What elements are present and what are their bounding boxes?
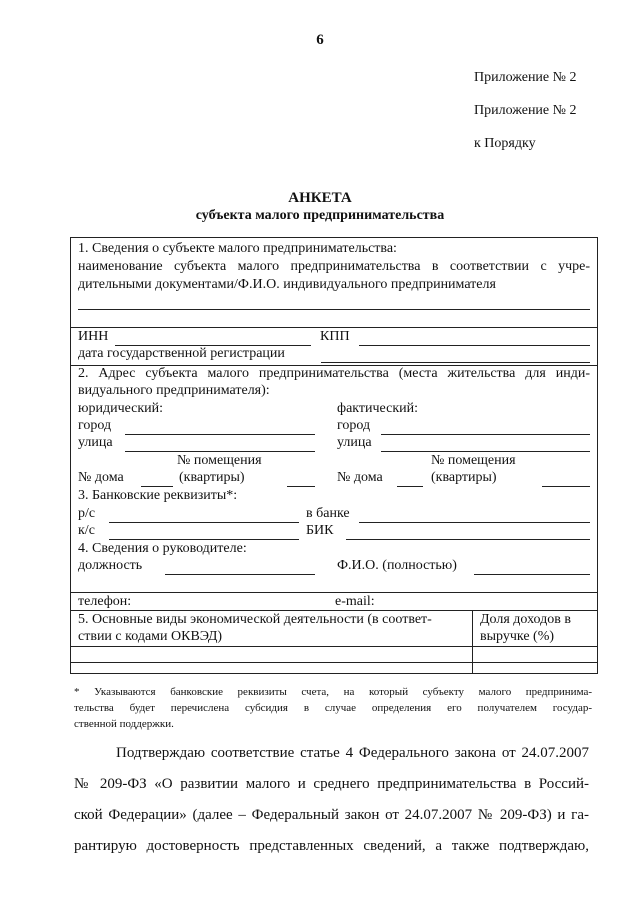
appendix-label-repeat: Приложение № 2 — [474, 103, 577, 118]
city-label: город — [78, 418, 112, 433]
house-label: № дома — [78, 470, 124, 485]
corr-account-label: к/с — [78, 523, 95, 538]
divider — [71, 592, 597, 593]
apartment-label: (квартиры) — [431, 470, 497, 485]
footnote — [74, 684, 592, 732]
corr-account-field[interactable] — [109, 539, 299, 540]
actual-city-field[interactable] — [381, 434, 590, 435]
position-label: должность — [78, 558, 143, 573]
fio-label: Ф.И.О. (полностью) — [337, 558, 457, 573]
phone-label: телефон: — [78, 594, 132, 609]
section5-title: 5. Основные виды экономической деятельности (в соответ- — [78, 612, 432, 627]
position-field[interactable] — [165, 574, 315, 575]
kpp-field[interactable] — [359, 345, 590, 346]
section2-title: 2. Адрес субъекта малого предпринимательства (места жительства для инди- — [78, 366, 590, 381]
paragraph-line: рантирую достоверность представленных сведений, а также подтверждаю, — [74, 838, 589, 854]
legal-street-field[interactable] — [125, 451, 315, 452]
account-label: р/с — [78, 506, 96, 521]
footnote-line: тельства будет перечислена субсидия в случае определения его получателем государ- — [74, 702, 592, 714]
street-label: улица — [337, 435, 372, 450]
confirmation-paragraph — [74, 738, 589, 862]
legal-house-field[interactable] — [141, 486, 173, 487]
inn-label: ИНН — [78, 329, 109, 344]
section1-text-line: наименование субъекта малого предпринимательства в соответствии с учре- — [78, 259, 590, 274]
city-label: город — [337, 418, 371, 433]
reg-date-label: дата государственной регистрации — [78, 346, 285, 361]
page-number: 6 — [316, 32, 324, 48]
reg-date-field[interactable] — [321, 362, 590, 363]
bik-label: БИК — [306, 523, 334, 538]
income-share-header-cont: выручке (%) — [480, 629, 555, 644]
section1-title: 1. Сведения о субъекте малого предпринимательства: — [78, 241, 397, 256]
footnote-line: * Указываются банковские реквизиты счета, на который субъекту малого предпринима- — [74, 686, 592, 698]
actual-address-label: фактический: — [337, 401, 419, 416]
actual-house-field[interactable] — [397, 486, 423, 487]
column-divider — [472, 610, 473, 673]
actual-apartment-field[interactable] — [542, 486, 590, 487]
legal-address-label: юридический: — [78, 401, 164, 416]
kpp-label: КПП — [320, 329, 350, 344]
room-label: № помещения — [431, 453, 516, 468]
house-label: № дома — [337, 470, 383, 485]
org-name-field[interactable] — [78, 309, 590, 310]
footnote-line: ственной поддержки. — [74, 718, 174, 730]
paragraph-line: № 209-ФЗ «О развитии малого и среднего предпринимательства в Россий- — [74, 776, 589, 792]
section2-title-cont: видуального предпринимателя): — [78, 383, 270, 398]
section5-title-cont: ствии с кодами ОКВЭД) — [78, 629, 223, 644]
bank-label: в банке — [306, 506, 350, 521]
form-title: АНКЕТА — [288, 190, 352, 206]
section1-text-line: дительными документами/Ф.И.О. индивидуального предпринимателя — [78, 277, 496, 292]
form-subtitle: субъекта малого предпринимательства — [195, 208, 445, 223]
room-label: № помещения — [177, 453, 262, 468]
street-label: улица — [78, 435, 113, 450]
table-row-divider — [71, 646, 597, 647]
bank-field[interactable] — [359, 522, 590, 523]
appendix-label: Приложение № 2 — [474, 70, 577, 85]
legal-apartment-field[interactable] — [287, 486, 315, 487]
bik-field[interactable] — [346, 539, 590, 540]
questionnaire-form — [70, 237, 598, 674]
paragraph-line: ской Федерации» (далее – Федеральный закон от 24.07.2007 № 209-ФЗ) и га- — [74, 807, 589, 823]
email-label: e-mail: — [335, 594, 375, 609]
actual-street-field[interactable] — [381, 451, 590, 452]
legal-city-field[interactable] — [125, 434, 315, 435]
paragraph-line: Подтверждаю соответствие статье 4 Федерального закона от 24.07.2007 — [116, 745, 589, 761]
section3-title: 3. Банковские реквизиты*: — [78, 488, 238, 503]
fio-field[interactable] — [474, 574, 590, 575]
divider — [71, 327, 597, 328]
table-row-divider — [71, 662, 597, 663]
divider — [71, 610, 597, 611]
apartment-label: (квартиры) — [179, 470, 245, 485]
income-share-header: Доля доходов в — [480, 612, 571, 627]
procedure-label: к Порядку — [474, 136, 536, 151]
section4-title: 4. Сведения о руководителе: — [78, 541, 247, 556]
account-field[interactable] — [109, 522, 299, 523]
